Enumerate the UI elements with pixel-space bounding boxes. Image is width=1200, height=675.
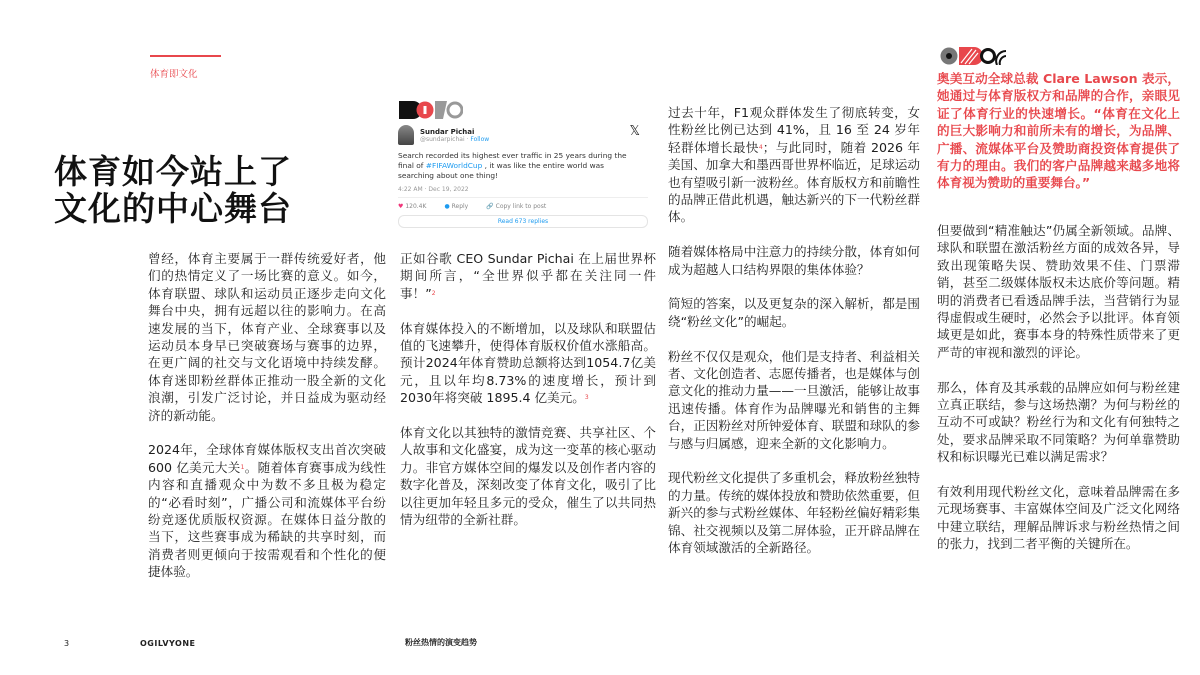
tweet-timestamp[interactable]: 4:22 AM · Dec 19, 2022 <box>398 186 648 198</box>
text: Search recorded its highest ever traffic in 25 years during the final of <box>398 151 627 170</box>
paragraph: 有效利用现代粉丝文化，意味着品牌需在多元现场赛事、丰富媒体空间及广泛文化网络中建立联结，理解品牌诉求与粉丝热情之间的张力，找到二者平衡的关键所在。 <box>937 484 1180 552</box>
text: 2024年，全球体育媒体版权支出首次突破 600 亿美元大关 <box>148 442 386 475</box>
copy-label: Copy link to post <box>495 203 547 210</box>
paragraph <box>400 250 656 302</box>
avatar[interactable] <box>398 125 414 145</box>
section-rule <box>150 55 221 57</box>
footnote-ref[interactable]: 1 <box>240 463 245 471</box>
reply-label: Reply <box>451 203 469 210</box>
paragraph <box>668 104 920 226</box>
paragraph: 随着媒体格局中注意力的持续分散，体育如何成为超越人口结构界限的集体体验？ <box>668 244 920 277</box>
footnote-ref[interactable]: 4 <box>758 143 763 151</box>
text: 。随着体育赛事成为线性内容和直播观众中为数不多且极为稳定的“必看时刻”，广播公司和流媒体平台纷纷竞逐优质版权资源。在媒体日益分散的当下，这些赛事成为稀缺的共享时刻，而消费者则更倾向于按需观看和个性化的便捷体验。 <box>148 459 387 580</box>
brand-logo: OGILVYONE <box>140 639 196 648</box>
read-replies-button[interactable]: Read 673 replies <box>398 215 648 228</box>
paragraph <box>148 441 386 580</box>
paragraph <box>400 320 656 407</box>
tweet-text <box>398 151 638 181</box>
column-1 <box>148 250 386 598</box>
heart-icon: ♥ <box>398 203 404 210</box>
tweet-handle: @sundarpichai <box>420 135 465 143</box>
reply-button[interactable] <box>444 203 468 210</box>
pull-quote: 奥美互动全球总裁 Clare Lawson 表示，她通过与体育版权方和品牌的合作，亲眼见证了体育行业的快速增长。“体育在文化上的巨大影响力和前所未有的增长，为品牌、广播、流媒体平台及赞助商投资体育提供了有力的理由。我们的客户品牌越来越多地将体育视为赞助的重要舞台。” <box>937 71 1180 191</box>
text: , it was like the entire world was searching about one thing! <box>398 161 605 180</box>
follow-link[interactable]: Follow <box>470 135 490 143</box>
column-3 <box>668 104 920 574</box>
copy-link-button[interactable] <box>486 203 546 210</box>
hashtag-link[interactable]: #FIFAWorldCup <box>425 161 483 170</box>
title-line-2: 文化的中心舞台 <box>54 189 292 228</box>
decorative-logo-icon <box>399 101 463 119</box>
paragraph: 简短的答案，以及更复杂的深入解析，都是围绕“粉丝文化”的崛起。 <box>668 296 920 329</box>
x-logo-icon[interactable]: 𝕏 <box>629 124 640 139</box>
column-2 <box>400 250 656 546</box>
paragraph: 曾经，体育主要属于一群传统爱好者，他们的热情定义了一场比赛的意义。如今，体育联盟、球队和运动员正逐步走向文化舞台中央，拥有远超以往的影响力。在高速发展的当下，体育产业、全球赛事以及运动员本身早已突破赛场与赛事的边界，在更广阔的社交与文化语境中持续发酵。体育迷即粉丝群体正推动一股全新的文化浪潮，引发广泛讨论，并日益成为驱动经济的新动能。 <box>148 251 386 423</box>
page-title <box>54 153 292 227</box>
text: ；与此同时，随着 2026 年美国、加拿大和墨西哥世界杯临近，足球运动也有望吸引新一波粉丝。体育版权方和前瞻性的品牌正借此机遇，触达新兴的下一代粉丝群体。 <box>668 139 921 225</box>
like-button[interactable] <box>398 203 426 210</box>
text: 过去十年，F1观众群体发生了彻底转变，女性粉丝比例已达到 41%，且 16 至 24 岁年轻群体增长最快 <box>668 105 920 155</box>
paragraph: 粉丝不仅仅是观众，他们是支持者、利益相关者、文化创造者、志愿传播者，也是媒体与创意文化的推动力量——一旦激活，能够让故事迅速传播。体育作为品牌曝光和销售的主舞台，正因粉丝对所钟爱体育、联盟和球队的参与感与归属感，迎来全新的文化影响力。 <box>668 348 920 451</box>
paragraph: 现代粉丝文化提供了多重机会，释放粉丝独特的力量。传统的媒体投放和赞助依然重要，但新兴的参与式粉丝媒体、年轻粉丝偏好精彩集锦、社交视频以及第二屏体验，正开辟品牌在体育领域激活的全新路径。 <box>668 470 920 556</box>
page-number: 3 <box>64 639 70 648</box>
decorative-logo-icon <box>940 47 1006 65</box>
reply-icon: ● <box>444 203 450 210</box>
paragraph: 那么，体育及其承载的品牌应如何与粉丝建立真正联结，参与这场热潮？为何与粉丝的互动不可或缺？粉丝行为和文化有何独特之处，要求品牌采取不同策略？为何单靠赞助权和标识曝光已难以满足需求？ <box>937 379 1180 465</box>
footnote-ref[interactable]: 3 <box>584 394 589 402</box>
like-count: 120.4K <box>405 203 427 210</box>
text: 体育媒体投入的不断增加，以及球队和联盟估值的飞速攀升，使得体育版权价值水涨船高。预计2024年体育赞助总额将达到1054.7亿美元，且以年均8.73%的速度增长，预计到2030年将突破 1895.4 亿美元。 <box>400 320 656 406</box>
text: 正如谷歌 CEO Sundar Pichai 在上届世界杯期间所言，“全世界似乎都在关注同一件事！” <box>400 251 656 301</box>
paragraph: 体育文化以其独特的激情竞赛、共享社区、个人故事和文化盛宴，成为这一变革的核心驱动力。非官方媒体空间的爆发以及创作者内容的数字化普及，深刻改变了体育文化，吸引了比以往更加年轻且多元的受众，催生了以共同热情为纽带的全新社群。 <box>400 425 656 528</box>
link-icon: 🔗 <box>486 203 494 210</box>
report-title: 粉丝热情的演变趋势 <box>405 638 477 647</box>
section-label: 体育即文化 <box>150 69 198 80</box>
column-4 <box>937 222 1180 570</box>
tweet-header: Sundar Pichai @sundarpichai · Follow 𝕏 <box>398 122 654 148</box>
paragraph: 但要做到“精准触达”仍属全新领域。品牌、球队和联盟在激活粉丝方面的成效各异，导致出现策略失误、赞助效果不佳、门票滞销，甚至二级媒体版权未达底价等问题。精明的消费者已看透品牌手法，当营销行为显得虚假或生硬时，必然会予以批评。体育领域更是如此，赛事本身的特殊性质带来了更严苛的审视和激烈的评论。 <box>937 223 1180 360</box>
embedded-tweet[interactable] <box>398 122 654 240</box>
title-line-1: 体育如今站上了 <box>54 152 292 191</box>
tweet-author[interactable]: Sundar Pichai <box>420 127 475 136</box>
footnote-ref[interactable]: 2 <box>431 289 436 297</box>
